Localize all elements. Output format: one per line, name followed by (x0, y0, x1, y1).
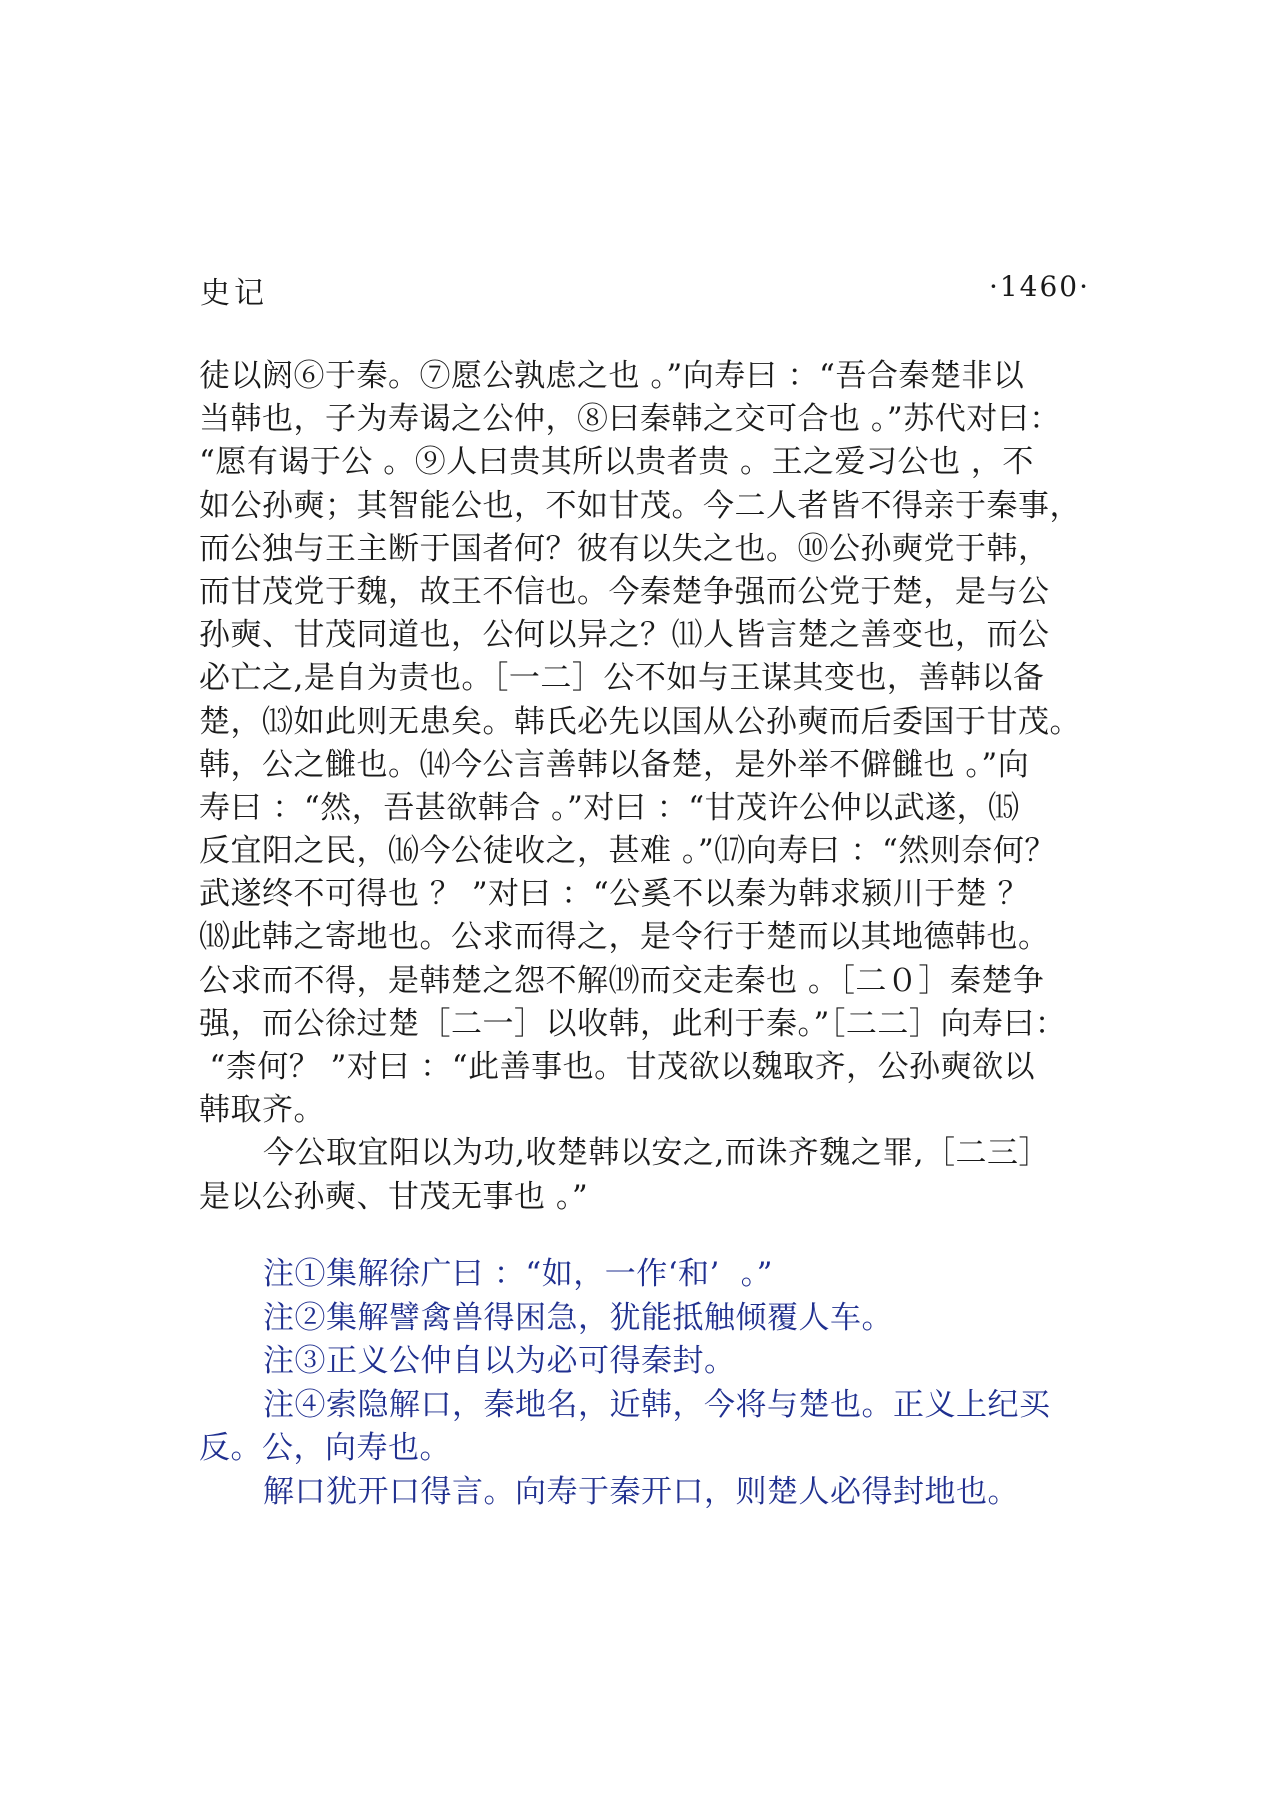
main-text (199, 355, 1099, 1219)
page-header (200, 268, 1090, 311)
text-line: 韩，公之雠也。⒁今公言善韩以备楚，是外举不僻雠也 。”向 (199, 746, 1030, 783)
text-line: ⒅此韩之寄地也。公求而得之，是令行于楚而以其地德韩也。 (199, 919, 1050, 956)
note-line: 注③正义公仲自以为必可得秦封。 (263, 1343, 736, 1380)
note-line: 注①集解徐广曰 ：“如，一作‘和’ 。” (263, 1256, 773, 1292)
note-line: 反。公，向寿也。 (199, 1430, 451, 1467)
text-line: 当韩也，子为寿谒之公仲，⑧曰秦韩之交可合也 。”苏代对曰： (199, 401, 1061, 438)
text-line: “柰何？ ”对曰 ：“此善事也。甘茂欲以魏取齐，公孙奭欲以 (199, 1049, 1036, 1085)
text-line: “愿有谒于公 。⑨人曰贵其所以贵者贵 。王之爱习公也 ，不 (199, 444, 1034, 481)
text-line: 韩取齐。 (199, 1092, 325, 1129)
text-line: 而甘茂党于魏，故王不信也。今秦楚争强而公党于楚，是与公 (199, 573, 1050, 610)
note-line: 注②集解譬禽兽得困急，犹能抵触倾覆人车。 (263, 1299, 893, 1336)
text-line: 楚，⒀如此则无患矣。韩氏必先以国从公孙奭而后委国于甘茂。 (199, 703, 1081, 740)
text-line: 武遂终不可得也 ？ ”对曰 ：“公奚不以秦为韩求颍川于楚 ？ (199, 876, 1030, 913)
text-line: 公求而不得，是韩楚之怨不解⒆而交走秦也 。［二０］秦楚争 (199, 962, 1045, 999)
text-line: 而公独与王主断于国者何？彼有以失之也。⑩公孙奭党于韩， (199, 530, 1050, 567)
note-line: 解口犹开口得言。向寿于秦开口，则楚人必得封地也。 (263, 1473, 1019, 1510)
book-title: 史记 (200, 276, 268, 311)
note-line: 注④索隐解口，秦地名，近韩，今将与楚也。正义上纪买 (263, 1386, 1051, 1423)
text-line: 必亡之,是自为责也。［一二］公不如与王谋其变也，善韩以备 (199, 660, 1045, 697)
text-line: 强，而公徐过楚［二一］以收韩，此利于秦。”［二二］向寿曰： (199, 1005, 1067, 1042)
text-line: 是以公孙奭、甘茂无事也 。” (199, 1178, 589, 1215)
text-line: 今公取宜阳以为功,收楚韩以安之,而诛齐魏之罪,［二三］ (263, 1135, 1051, 1172)
annotation-notes (199, 1253, 1099, 1515)
text-line: 寿曰 ：“然，吾甚欲韩合 。”对曰 ：“甘茂许公仲以武遂，⒂ (199, 789, 1020, 826)
text-line: 孙奭、甘茂同道也，公何以异之？⑾人皆言楚之善变也，而公 (199, 617, 1050, 654)
page-number: ·1460· (988, 270, 1090, 303)
text-line: 反宜阳之民，⒃今公徒收之，甚难 。”⒄向寿曰 ：“然则奈何？ (199, 833, 1056, 870)
text-line: 徒以阏⑥于秦。⑦愿公孰虑之也 。”向寿曰 ：“吾合秦楚非以 (199, 358, 1025, 394)
text-line: 如公孙奭；其智能公也，不如甘茂。今二人者皆不得亲于秦事， (199, 487, 1081, 524)
